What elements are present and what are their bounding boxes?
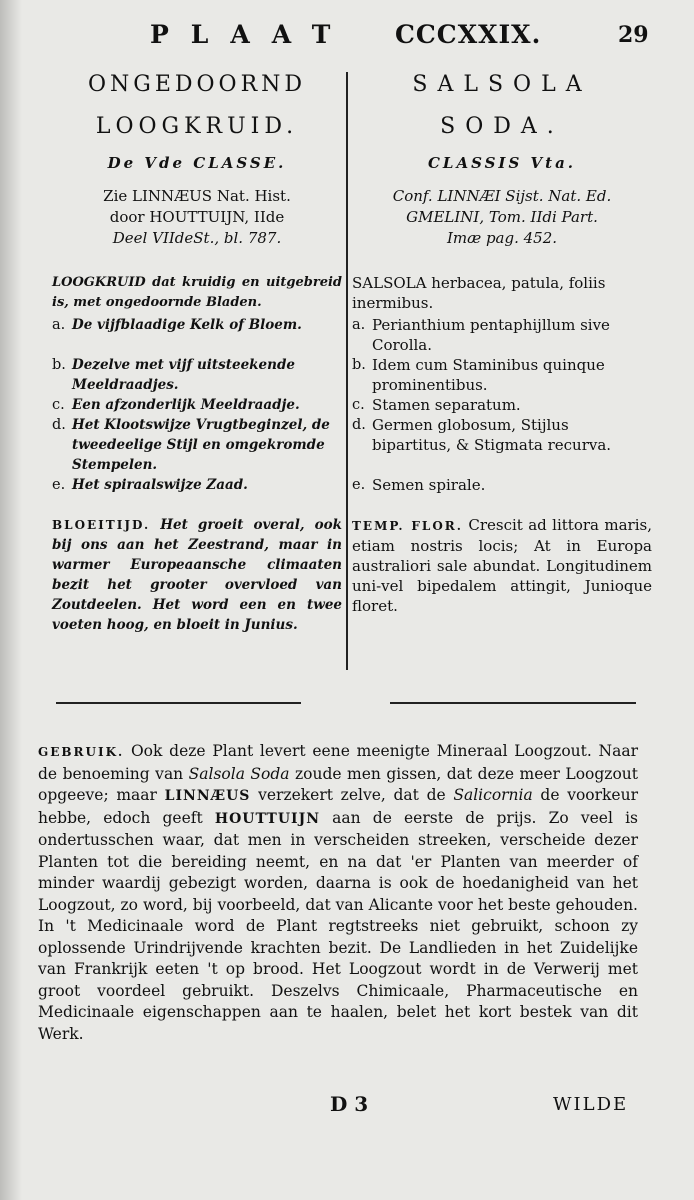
item-label: a.: [52, 317, 66, 333]
plate-number: CCCXXIX.: [395, 20, 542, 49]
list-item: [52, 355, 342, 395]
flowering-text: Crescit ad littora maris, etiam nostris locis; At in Europa australiori sale abundat. Longitudinem uni-vel bipedalem attingit, Junioque floret.: [352, 516, 652, 615]
list-item: [352, 475, 652, 495]
dutch-flowering-note: [52, 515, 342, 635]
item-text: Idem cum Staminibus quinque prominentibus.: [372, 356, 605, 394]
usage-text-3: verzekert zelve, dat de: [250, 786, 454, 804]
dutch-reference-line-3: Deel VIIdeSt., bl. 787.: [112, 229, 282, 247]
dutch-reference-line-2: door HOUTTUIJN, IIde: [109, 208, 285, 226]
usage-text-4: de voorkeur hebbe, edoch geeft: [38, 786, 638, 827]
item-label: e.: [52, 477, 66, 493]
latin-reference-line-3: Imæ pag. 452.: [446, 229, 558, 247]
usage-paragraph: [38, 741, 638, 1045]
item-label: c.: [52, 397, 65, 413]
column-divider: [346, 72, 348, 670]
flowering-label: BLOEITIJD.: [52, 518, 151, 532]
item-label: b.: [352, 357, 366, 373]
flowering-label: TEMP. FLOR.: [352, 519, 463, 533]
usage-label: GEBRUIK.: [38, 745, 125, 759]
item-text: Germen globosum, Stijlus bipartitus, & Stigmata recurva.: [372, 416, 612, 454]
item-text: De vijfblaadige Kelk of Bloem.: [72, 317, 302, 333]
latin-reference: [352, 186, 652, 249]
catchword: WILDE: [553, 1094, 629, 1115]
usage-name-1: LINNÆUS: [164, 788, 251, 804]
flowering-text: Het groeit overal, ook bij ons aan het Zeestrand, maar in warmer Europeaansche climaaten bezit het grooter overvloed van Zoutdeelen. Het word een en twee voeten hoog, en bloeit in Junius.: [52, 517, 342, 633]
list-item: [352, 355, 652, 395]
usage-name-2: HOUTTUIJN: [214, 810, 321, 827]
page-header: [0, 20, 694, 60]
latin-title-line-1: SALSOLA: [412, 72, 592, 97]
latin-class-label: CLASSIS Vta.: [427, 154, 577, 172]
list-item: [52, 415, 342, 475]
page-gutter-shadow: [0, 0, 22, 1200]
latin-reference-line-1: Conf. LINNÆI Sijst. Nat. Ed.: [392, 187, 612, 205]
list-item: [52, 395, 342, 415]
usage-text-1: Ook deze Plant levert eene meenigte Mineraal Loogzout. Naar de benoeming van: [38, 742, 638, 783]
latin-flowering-note: [352, 515, 652, 616]
list-item: [52, 315, 342, 335]
latin-reference-line-2: GMELINI, Tom. IIdi Part.: [406, 208, 598, 226]
item-text: Het spiraalswijze Zaad.: [72, 477, 248, 493]
item-label: e.: [352, 477, 366, 493]
item-label: d.: [352, 417, 366, 433]
latin-figure-list: [352, 315, 652, 495]
usage-text-2: zoude men gissen, dat deze meer Loogzout opgeeve; maar: [38, 764, 639, 804]
dutch-title-line-1: ONGEDOORND: [87, 72, 307, 97]
item-label: c.: [352, 397, 365, 413]
usage-italic-2: Salicornia: [453, 786, 533, 804]
item-label: a.: [352, 317, 366, 333]
right-rule-divider: [390, 702, 636, 704]
dutch-description: LOOGKRUID dat kruidig en uitgebreid is, met ongedoornde Bladen.: [52, 275, 342, 310]
item-text: Een afzonderlijk Meeldraadje.: [72, 397, 300, 413]
dutch-column: [52, 64, 342, 635]
item-text: Stamen separatum.: [372, 396, 521, 414]
item-label: d.: [52, 417, 66, 433]
dutch-reference-line-1: Zie LINNÆUS Nat. Hist.: [103, 187, 291, 205]
list-item: [52, 475, 342, 495]
list-item: [352, 415, 652, 455]
item-text: Semen spirale.: [372, 476, 486, 494]
latin-description: SALSOLA herbacea, patula, foliis inermibus.: [352, 274, 606, 312]
item-label: b.: [52, 357, 66, 373]
dutch-figure-list: [52, 315, 342, 495]
latin-column: [352, 64, 652, 616]
usage-italic-1: Salsola Soda: [188, 764, 290, 783]
dutch-class-label: De Vde CLASSE.: [107, 154, 287, 172]
page-number: 29: [618, 22, 649, 48]
plate-heading-word: PLAAT: [150, 20, 353, 49]
item-text: Perianthium pentaphijllum sive Corolla.: [372, 316, 610, 354]
signature-mark: D 3: [330, 1092, 369, 1116]
list-item: [352, 315, 652, 355]
item-text: Het Klootswijze Vrugtbeginzel, de tweedeelige Stijl en omgekromde Stempelen.: [72, 417, 330, 473]
dutch-title-line-2: LOOGKRUID.: [95, 114, 299, 139]
usage-text-5: aan de eerste de prijs. Zo veel is ondertusschen waar, dat men in verscheiden streeken, verscheide dezer Planten tot die bereiding neemt, en na dat 'er Planten van meerder of minder waardij gebezigt worden, daarna is ook de hoedanigheid van het Loogzout, zo word, bij voorbeeld, dat van Alicante voor het beste gehouden. In 't Medicinaale word de Plant regtstreeks niet gebruikt, schoon zy oplossende Urindrijvende krachten bezit. De Landlieden in het Zuidelijke van Frankrijk eeten 't op brood. Het Loogzout wordt in de Verwerij met groot voordeel gebruikt. Deszelvs Chimicaale, Pharmaceutische en Medicinaale eigenschappen aan te haalen, belet het kort bestek van dit Werk.: [38, 808, 638, 1043]
list-item: [352, 395, 652, 415]
left-rule-divider: [56, 702, 301, 704]
latin-title-line-2: SODA.: [440, 114, 564, 139]
dutch-reference: [52, 186, 342, 249]
item-text: Dezelve met vijf uitsteekende Meeldraadjes.: [72, 357, 295, 393]
